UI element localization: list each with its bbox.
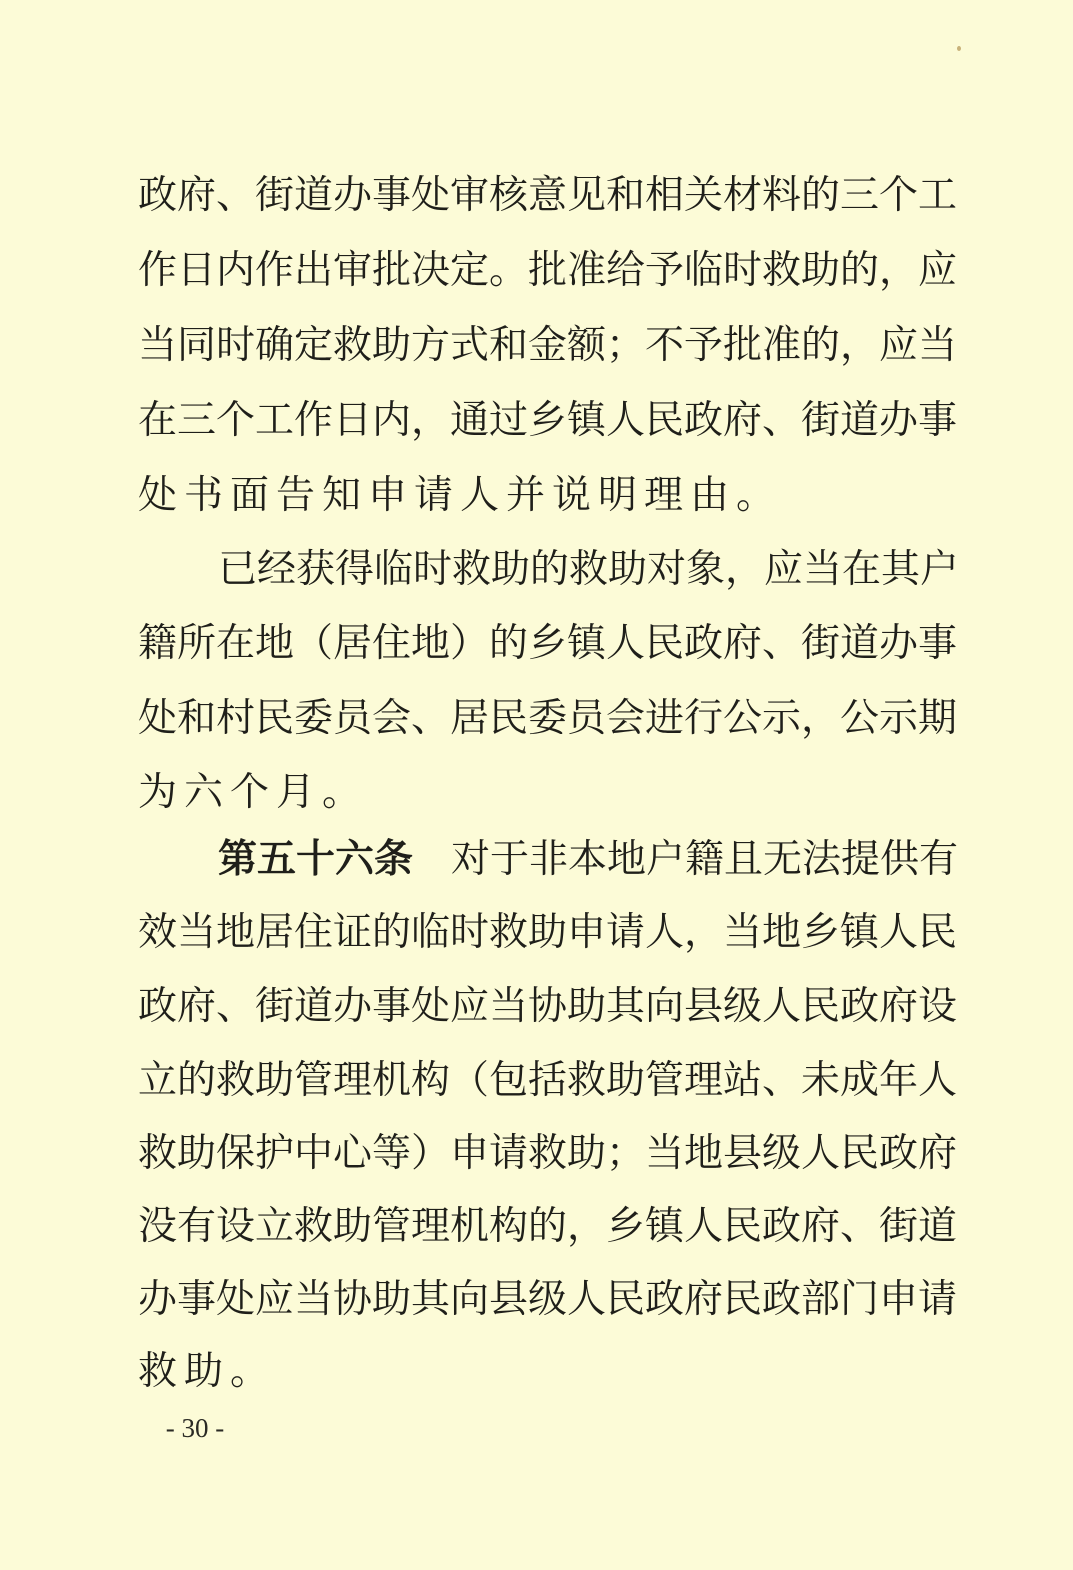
article-56-line-5: 救助保护中心等）申请救助；当地县级人民政府 (138, 1131, 958, 1176)
paragraph-1-line-2: 作日内作出审批决定。批准给予临时救助的，应 (138, 248, 958, 293)
paragraph-1-line-4: 在三个工作日内，通过乡镇人民政府、街道办事 (138, 398, 958, 443)
article-56-line-3: 政府、街道办事处应当协助其向县级人民政府设 (138, 984, 958, 1029)
paragraph-2-line-1: 已经获得临时救助的救助对象，应当在其户 (218, 547, 960, 592)
page-number: - 30 - (165, 1413, 225, 1443)
article-56-line-4: 立的救助管理机构（包括救助管理站、未成年人 (138, 1058, 958, 1103)
article-56-line-6: 没有设立救助管理机构的，乡镇人民政府、街道 (138, 1204, 958, 1249)
paragraph-1-line-1: 政府、街道办事处审核意见和相关材料的三个工 (138, 173, 958, 218)
paragraph-2-line-4: 为六个月。 (138, 770, 369, 815)
article-56-line-2: 效当地居住证的临时救助申请人，当地乡镇人民 (138, 910, 958, 955)
article-56-first-line (218, 830, 959, 890)
article-56-first-line-text: 对于非本地户籍且无法提供有 (451, 837, 959, 882)
article-heading: 第五十六条 (218, 837, 414, 882)
paragraph-1-line-3: 当同时确定救助方式和金额；不予批准的，应当 (138, 323, 958, 368)
paragraph-2-line-2: 籍所在地（居住地）的乡镇人民政府、街道办事 (138, 621, 958, 666)
article-56-line-7: 办事处应当协助其向县级人民政府民政部门申请 (138, 1277, 958, 1322)
paper-speck (957, 46, 961, 51)
paragraph-2-line-3: 处和村民委员会、居民委员会进行公示，公示期 (138, 696, 958, 741)
article-56-line-8: 救助。 (138, 1349, 277, 1394)
paragraph-1-line-5: 处书面告知申请人并说明理由。 (138, 473, 783, 518)
